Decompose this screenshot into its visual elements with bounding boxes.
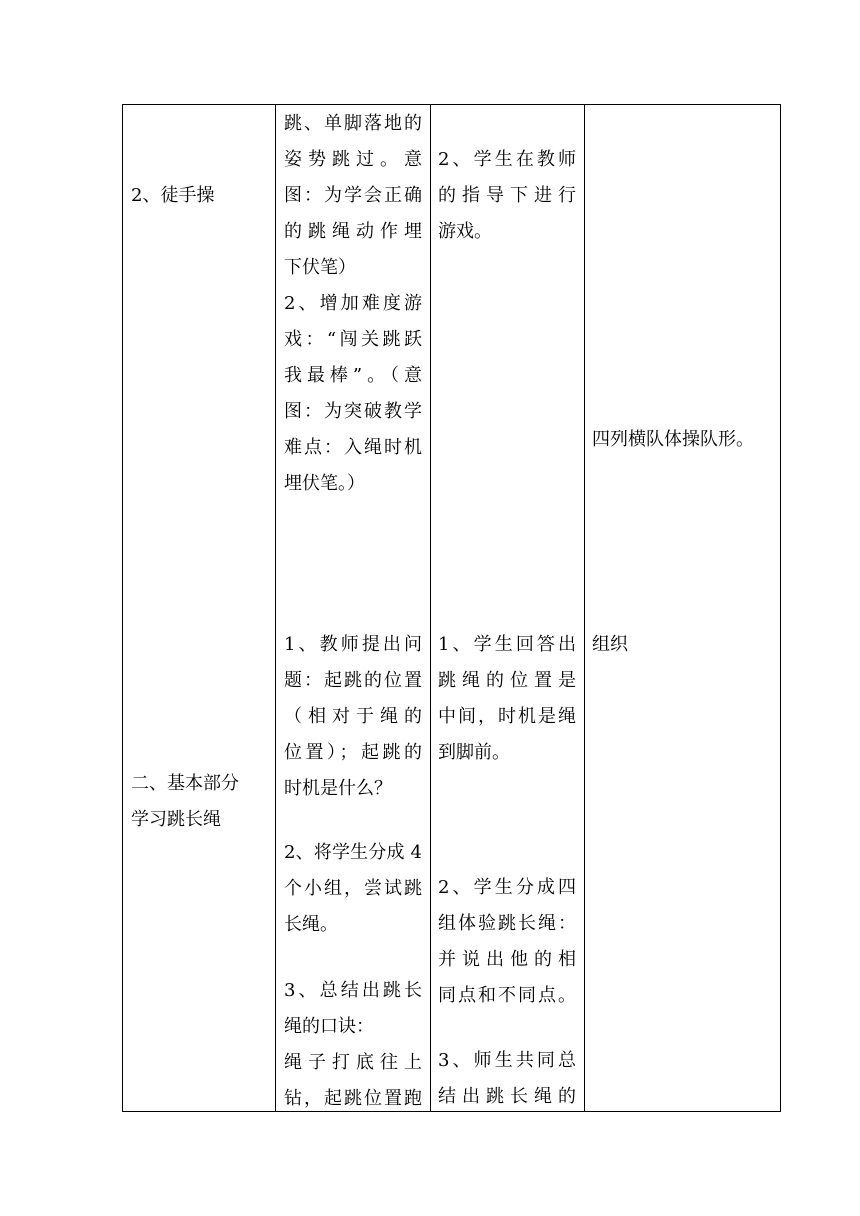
student-text-line: 1、学生回答出 — [438, 634, 576, 655]
teacher-text-line: 2、增加难度游 — [284, 293, 422, 314]
col3-student-block-3 — [438, 870, 576, 1014]
teacher-text-line: 题：起跳的位置 — [284, 670, 422, 691]
teacher-text-line: 绳的口诀： — [284, 1016, 374, 1037]
student-text-line: 2、学生在教师 — [438, 149, 576, 170]
student-text-line: 游戏。 — [438, 221, 492, 242]
column-divider-1 — [275, 104, 276, 1112]
student-text-line: 到脚前。 — [438, 742, 510, 763]
teacher-text-line: 图：为学会正确 — [284, 185, 422, 206]
column-divider-2 — [430, 104, 431, 1112]
basic-part-heading: 二、基本部分 — [131, 773, 239, 794]
student-text-line: 跳绳的位置是 — [438, 670, 576, 691]
col4-organization-cell — [592, 627, 776, 663]
student-text-line: 组体验跳长绳： — [438, 913, 576, 934]
teacher-text-line: 3、总结出跳长 — [284, 980, 422, 1001]
col1-basic-part-cell — [131, 766, 271, 838]
teacher-text-line: 难点：入绳时机 — [284, 437, 422, 458]
student-text-line: 的指导下进行 — [438, 185, 576, 206]
col2-teacher-block-4 — [284, 973, 422, 1117]
teacher-text-line: 个小组，尝试跳 — [284, 878, 422, 899]
teacher-text-line: 下伏笔） — [284, 257, 356, 278]
student-text-line: 中间，时机是绳 — [438, 706, 576, 727]
table-left-border — [122, 104, 123, 1112]
column-divider-3 — [584, 104, 585, 1112]
teacher-text-line: 绳子打底往上 — [284, 1052, 422, 1073]
teacher-text-line: （相对于绳的 — [284, 706, 422, 727]
teacher-text-line: 长绳。 — [284, 914, 338, 935]
teacher-text-line: 钻，起跳位置跑 — [284, 1088, 422, 1109]
basic-part-subheading: 学习跳长绳 — [131, 809, 221, 830]
organization-text: 组织 — [592, 634, 628, 655]
table-top-border — [122, 104, 781, 105]
teacher-text-line: 埋伏笔。） — [284, 473, 365, 494]
col3-student-block-2 — [438, 627, 576, 771]
teacher-text-line: 位置）；起跳的 — [284, 742, 422, 763]
col2-teacher-block-3 — [284, 835, 422, 943]
student-text-line: 3、师生共同总 — [438, 1050, 576, 1071]
student-text-line: 并说出他的相 — [438, 949, 576, 970]
student-text-line: 2、学生分成四 — [438, 877, 576, 898]
teacher-text-line: 的跳绳动作埋 — [284, 221, 422, 242]
student-text-line: 同点和不同点。 — [438, 985, 576, 1006]
teacher-text-line: 戏：“闯关跳跃 — [284, 329, 422, 350]
formation-text: 四列横队体操队形。 — [592, 429, 754, 450]
col2-teacher-block-1 — [284, 106, 422, 502]
col3-student-block-4 — [438, 1043, 576, 1115]
col2-teacher-block-2 — [284, 627, 422, 807]
col1-warmup-cell — [131, 178, 271, 214]
col4-formation-cell — [592, 422, 776, 458]
student-text-line: 结出跳长绳的 — [438, 1086, 576, 1107]
teacher-text-line: 1、教师提出问 — [284, 634, 422, 655]
teacher-text-line: 图：为突破教学 — [284, 401, 422, 422]
teacher-text-line: 跳、单脚落地的 — [284, 113, 422, 134]
teacher-text-line: 时机是什么？ — [284, 778, 392, 799]
teacher-text-line: 姿势跳过。意 — [284, 149, 422, 170]
teacher-text-line: 我最棒”。（意 — [284, 365, 422, 386]
table-right-border — [780, 104, 781, 1112]
warmup-item-text: 2、徒手操 — [131, 185, 215, 206]
teacher-text-line: 2、将学生分成 4 — [284, 842, 422, 863]
col3-student-block-1 — [438, 142, 576, 250]
